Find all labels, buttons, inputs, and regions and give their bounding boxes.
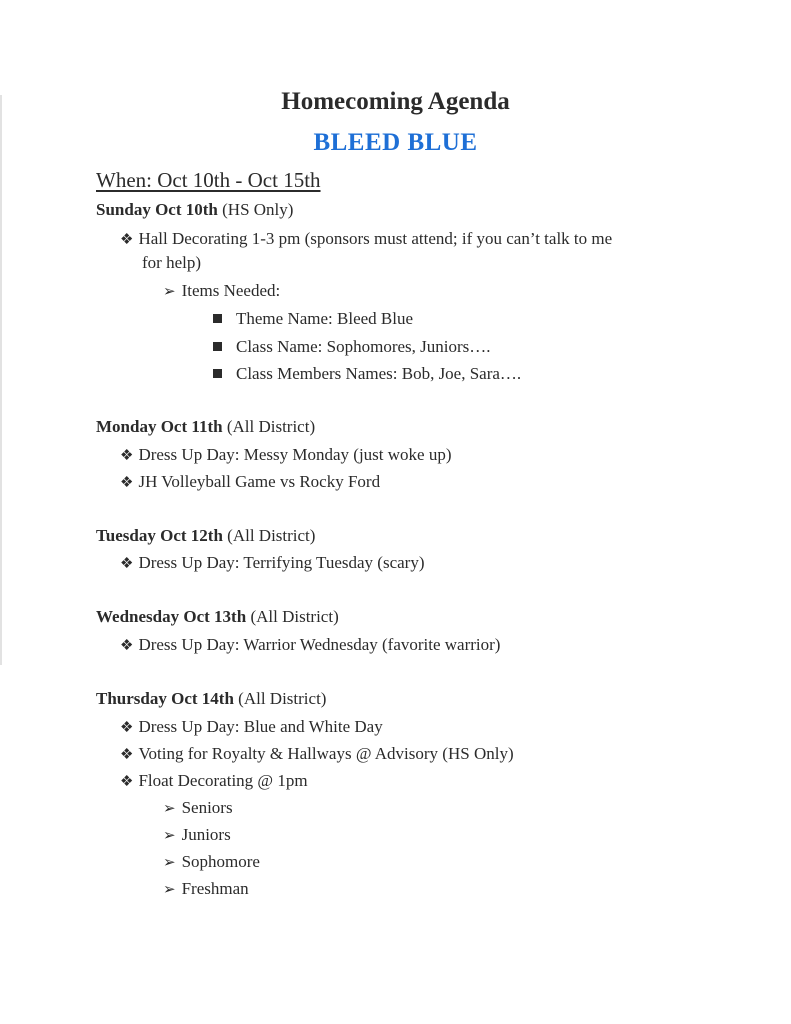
item-text: Float Decorating @ 1pm	[138, 771, 308, 790]
list-item	[213, 336, 491, 358]
item-text: Theme Name: Bleed Blue	[236, 309, 414, 328]
scan-edge	[0, 95, 2, 665]
list-item	[163, 797, 233, 820]
item-text: Seniors	[181, 798, 233, 817]
item-text: Freshman	[181, 879, 249, 898]
theme-subtitle: BLEED BLUE	[313, 129, 478, 156]
item-text: Juniors	[181, 825, 231, 844]
list-item	[120, 228, 612, 251]
item-text: Items Needed:	[181, 281, 281, 300]
arrow-bullet-icon: ➢	[163, 284, 176, 300]
day-heading-sunday	[96, 199, 293, 221]
day-label: Sunday Oct 10th	[96, 200, 218, 219]
diamond-bullet-icon: ❖	[120, 747, 134, 763]
square-bullet-icon	[213, 369, 222, 378]
item-text: Dress Up Day: Warrior Wednesday (favorite warrior)	[138, 635, 501, 654]
list-item	[163, 824, 231, 847]
arrow-bullet-icon: ➢	[163, 828, 176, 844]
day-scope: (All District)	[227, 526, 316, 545]
day-heading-thursday	[96, 688, 326, 710]
list-item	[120, 634, 500, 657]
item-text: Class Name: Sophomores, Juniors….	[236, 337, 491, 356]
arrow-bullet-icon: ➢	[163, 801, 176, 817]
item-text: JH Volleyball Game vs Rocky Ford	[138, 472, 381, 491]
arrow-bullet-icon: ➢	[163, 882, 176, 898]
diamond-bullet-icon: ❖	[120, 232, 134, 248]
day-label: Wednesday Oct 13th	[96, 607, 247, 626]
list-item	[213, 363, 521, 385]
day-heading-wednesday	[96, 606, 339, 628]
list-item	[213, 308, 413, 330]
diamond-bullet-icon: ❖	[120, 556, 134, 572]
list-item	[120, 471, 380, 494]
item-text: Dress Up Day: Terrifying Tuesday (scary)	[138, 553, 425, 572]
day-heading-tuesday	[96, 525, 315, 547]
diamond-bullet-icon: ❖	[120, 475, 134, 491]
day-label: Thursday Oct 14th	[96, 689, 234, 708]
day-label: Tuesday Oct 12th	[96, 526, 223, 545]
list-item	[163, 878, 249, 901]
diamond-bullet-icon: ❖	[120, 638, 134, 654]
item-text: Dress Up Day: Blue and White Day	[138, 717, 383, 736]
square-bullet-icon	[213, 342, 222, 351]
day-scope: (All District)	[238, 689, 327, 708]
list-item	[120, 716, 383, 739]
list-item	[120, 743, 514, 766]
day-label: Monday Oct 11th	[96, 417, 223, 436]
list-item	[163, 280, 280, 303]
item-text: for help)	[142, 253, 202, 272]
day-scope: (HS Only)	[222, 200, 294, 219]
diamond-bullet-icon: ❖	[120, 774, 134, 790]
item-text: Class Members Names: Bob, Joe, Sara….	[236, 364, 522, 383]
page-title: Homecoming Agenda	[281, 88, 510, 115]
day-scope: (All District)	[226, 417, 316, 436]
list-item	[120, 444, 452, 467]
item-text: Voting for Royalty & Hallways @ Advisory (HS Only)	[138, 744, 514, 763]
diamond-bullet-icon: ❖	[120, 720, 134, 736]
list-item-continuation	[142, 252, 201, 274]
list-item	[163, 851, 260, 874]
arrow-bullet-icon: ➢	[163, 855, 176, 871]
date-range: When: Oct 10th - Oct 15th	[96, 168, 321, 192]
diamond-bullet-icon: ❖	[120, 448, 134, 464]
item-text: Sophomore	[181, 852, 260, 871]
list-item	[120, 552, 424, 575]
list-item	[120, 770, 308, 793]
square-bullet-icon	[213, 314, 222, 323]
item-text: Dress Up Day: Messy Monday (just woke up)	[138, 445, 452, 464]
item-text: Hall Decorating 1-3 pm (sponsors must attend; if you can’t talk to me	[138, 229, 613, 248]
day-scope: (All District)	[250, 607, 339, 626]
day-heading-monday	[96, 416, 315, 438]
